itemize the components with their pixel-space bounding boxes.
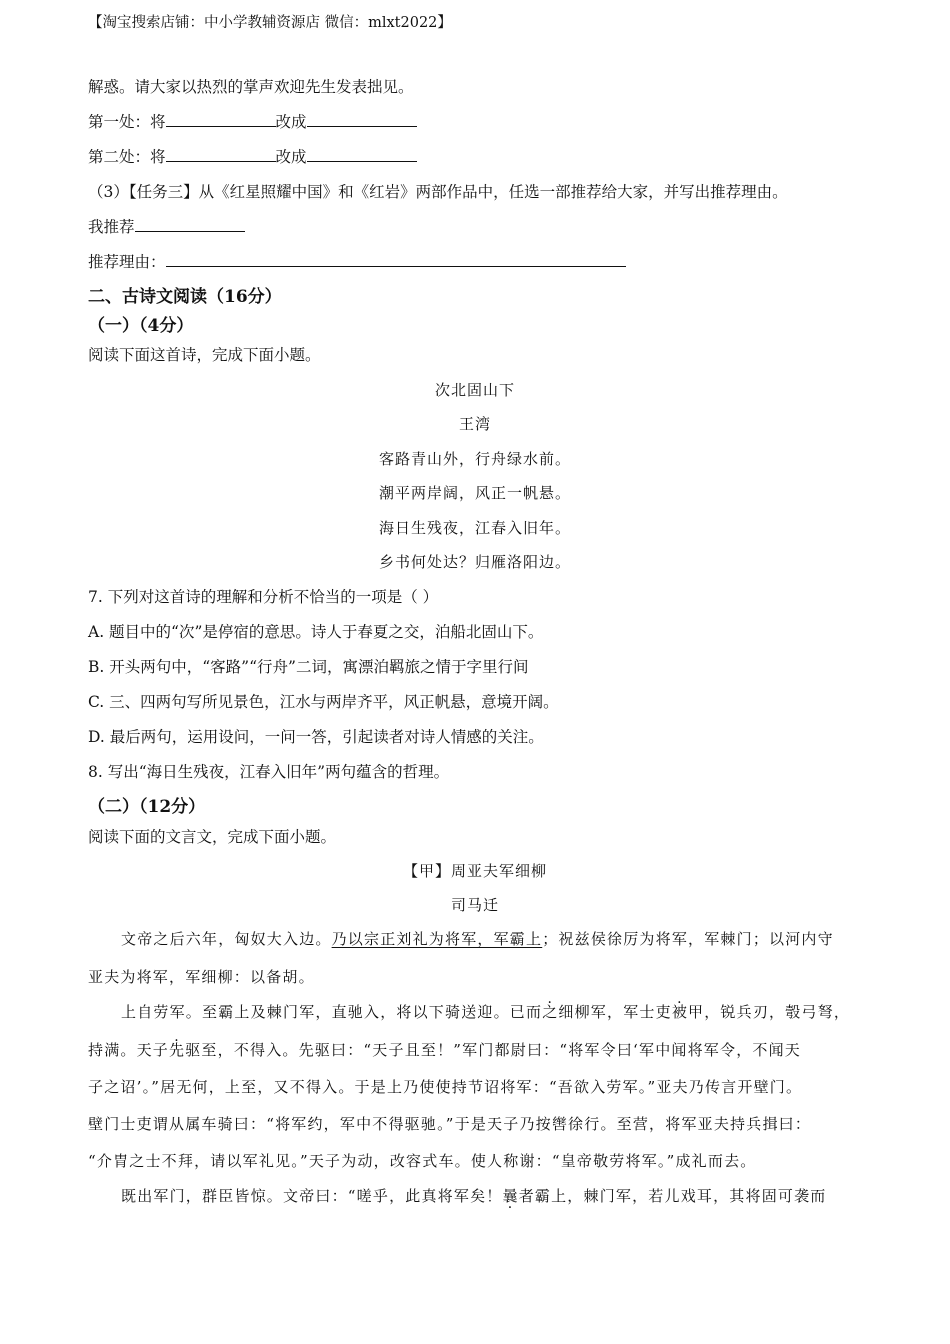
- poem-line: 客路青山外，行舟绿水前。: [378, 450, 571, 468]
- poem-line: 潮平两岸阔，风正一帆悬。: [378, 484, 571, 502]
- option-c: C. 三、四两句写所见景色，江水与两岸齐平，风正帆悬，意境开阔。: [88, 693, 559, 711]
- poem-line: 海日生残夜，江春入旧年。: [378, 519, 571, 537]
- answer-blank[interactable]: [307, 147, 417, 162]
- question-7: 7. 下列对这首诗的理解和分析不恰当的一项是（ ）: [88, 588, 439, 606]
- emphasis-char: 曩: [502, 1187, 519, 1205]
- emphasis-char: 先: [169, 1041, 186, 1059]
- correction-second-label: 第二处：将: [88, 148, 166, 166]
- essay-text: 细柳军，军士吏: [558, 1003, 672, 1021]
- essay-text: 文帝之后六年，匈奴大入边。: [121, 930, 332, 948]
- recommend-label: 我推荐: [88, 218, 135, 236]
- essay-title: 【甲】周亚夫军细柳: [402, 862, 547, 880]
- reason-line: [88, 251, 626, 273]
- option-d: D. 最后两句，运用设问，一问一答，引起读者对诗人情感的关注。: [88, 728, 544, 746]
- essay-text: 者霸上，棘门军，若儿戏耳，其将固可袭而: [518, 1187, 827, 1205]
- essay-line: 壁门士吏谓从属车骑曰：“将军约，军中不得驱驰。”于是天子乃按辔徐行。至营，将军亚夫持兵揖曰：: [88, 1115, 812, 1133]
- option-a: A. 题目中的“次”是停宿的意思。诗人于春夏之交，泊船北固山下。: [88, 623, 544, 641]
- poem-author: 王湾: [458, 415, 491, 433]
- essay-text: ；祝兹侯徐厉为将军，军棘门；以河内守: [542, 930, 834, 948]
- emphasis-char: 被: [671, 1003, 689, 1021]
- essay-line: [88, 1039, 868, 1061]
- answer-blank[interactable]: [166, 147, 276, 162]
- task-text: 解惑。请大家以热烈的掌声欢迎先生发表拙见。: [88, 78, 414, 96]
- reason-label: 推荐理由：: [88, 253, 166, 271]
- part1-intro: 阅读下面这首诗，完成下面小题。: [88, 346, 321, 364]
- emphasis-char: 之: [542, 1003, 559, 1021]
- essay-line: “介胄之士不拜，请以军礼见。”天子为动，改容式车。使人称谢：“皇帝敬劳将军。”成礼而去。: [88, 1152, 757, 1170]
- change-to-label: 改成: [275, 148, 307, 166]
- answer-blank[interactable]: [135, 217, 245, 232]
- poem-line: 乡书何处达？归雁洛阳边。: [378, 553, 571, 571]
- correction-first: [88, 111, 417, 133]
- essay-text: 既出军门，群臣皆惊。文帝曰：“嗟乎，此真将军矣！: [121, 1187, 503, 1205]
- essay-line: 亚夫为将军，军细柳：以备胡。: [88, 968, 315, 986]
- answer-blank[interactable]: [307, 112, 417, 127]
- section-title: 二、古诗文阅读（16分）: [88, 287, 282, 307]
- correction-first-label: 第一处：将: [88, 113, 166, 131]
- change-to-label: 改成: [275, 113, 307, 131]
- poem-title: 次北固山下: [434, 381, 515, 399]
- essay-text: 上自劳军。至霸上及棘门军，直驰入，将以下骑送迎。已而: [121, 1003, 543, 1021]
- essay-text: 甲，锐兵刃，彀弓弩，: [688, 1003, 851, 1021]
- essay-paragraph: [88, 1185, 901, 1207]
- underlined-sentence: 乃以宗正刘礼为将军，军霸上: [331, 930, 543, 948]
- page-header: 【淘宝搜索店铺：中小学教辅资源店 微信：mlxt2022】: [88, 15, 452, 31]
- answer-blank[interactable]: [166, 252, 626, 267]
- essay-paragraph: [88, 1001, 901, 1023]
- essay-line: 子之诏’。”居无何，上至，又不得入。于是上乃使使持节诏将军：“吾欲入劳军。”亚夫乃传言开壁门。: [88, 1078, 803, 1096]
- essay-author: 司马迁: [450, 896, 499, 914]
- essay-text: 持满。天子: [88, 1041, 170, 1059]
- answer-blank[interactable]: [166, 112, 276, 127]
- part2-intro: 阅读下面的文言文，完成下面小题。: [88, 828, 337, 846]
- correction-second: [88, 146, 417, 168]
- option-b: B. 开头两句中，“客路”“行舟”二词，寓漂泊羁旅之情于字里行间: [88, 658, 529, 676]
- task3-text: （3）【任务三】从《红星照耀中国》和《红岩》两部作品中，任选一部推荐给大家，并写出推荐理由。: [88, 183, 788, 201]
- part1-title: （一）（4分）: [88, 316, 194, 336]
- part2-title: （二）（12分）: [88, 797, 206, 817]
- essay-text: 驱至，不得入。先驱曰：“天子且至！”军门都尉曰：“将军令曰‘军中闻将军令，不闻天: [185, 1041, 801, 1059]
- essay-paragraph: [88, 928, 901, 950]
- recommend-line: [88, 216, 245, 238]
- question-8: 8. 写出“海日生残夜，江春入旧年”两句蕴含的哲理。: [88, 763, 450, 781]
